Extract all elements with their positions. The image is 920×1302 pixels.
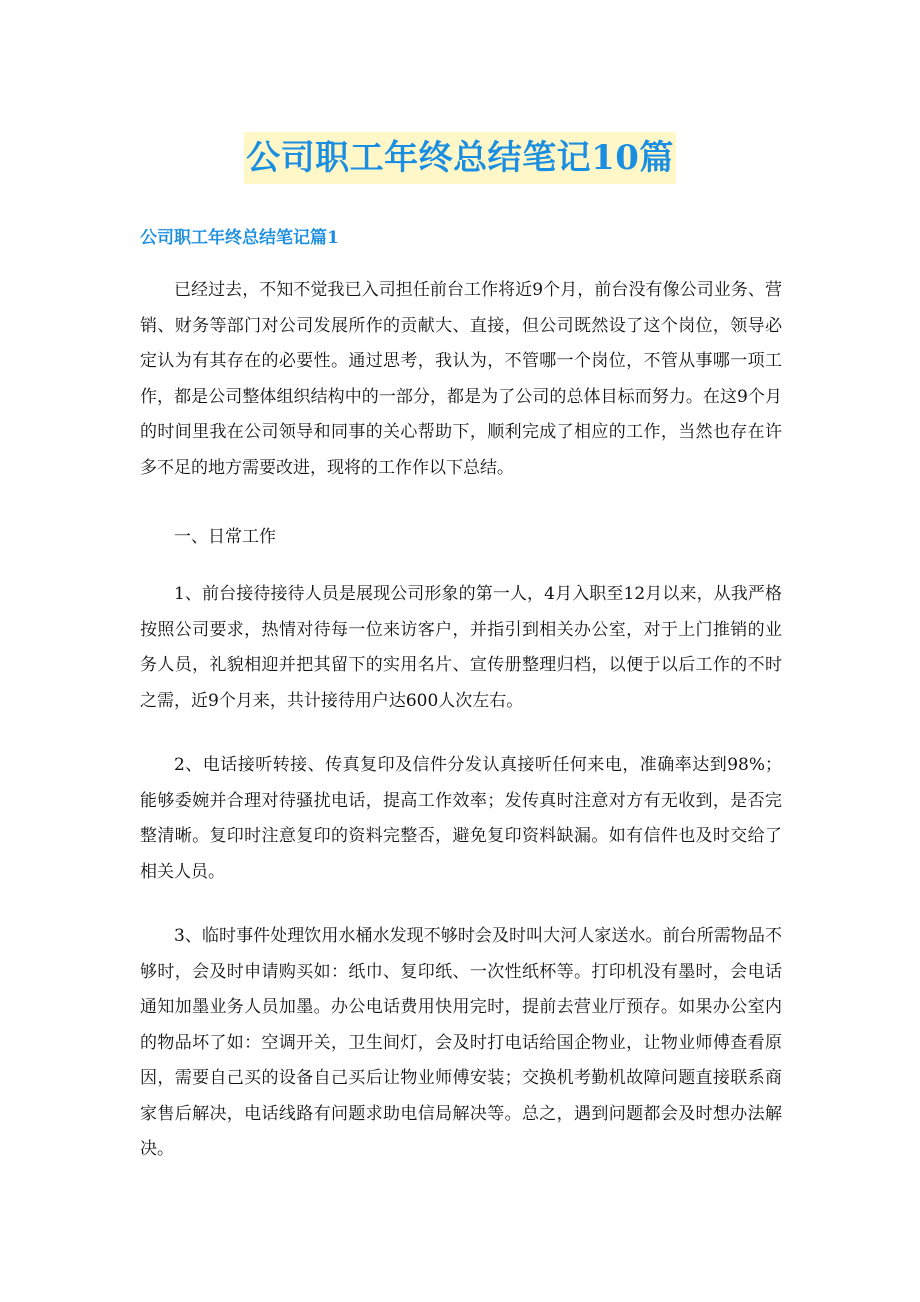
section-heading: 公司职工年终总结笔记篇1 (140, 228, 339, 248)
paragraph-item-1 (140, 577, 782, 719)
paragraph-text: 2、电话接听转接、传真复印及信件分发认真接听任何来电，准确率达到98%；能够委婉并合理对待骚扰电话，提高工作效率；发传真时注意对方有无收到，是否完整清晰。复印时注意复印的资料完整否，避免复印资料缺漏。如有信件也及时交给了相关人员。 (140, 755, 782, 882)
title-container (0, 132, 920, 184)
paragraph-item-2 (140, 748, 782, 890)
paragraph-section-title (140, 520, 782, 556)
paragraph-text: 3、临时事件处理饮用水桶水发现不够时会及时叫大河人家送水。前台所需物品不够时，会及时申请购买如：纸巾、复印纸、一次性纸杯等。打印机没有墨时，会电话通知加墨业务人员加墨。办公电话费用快用完时，提前去营业厅预存。如果办公室内的物品坏了如：空调开关，卫生间灯，会及时打电话给国企物业，让物业师傅查看原因，需要自己买的设备自己买后让物业师傅安装；交换机考勤机故障问题直接联系商家售后解决，电话线路有问题求助电信局解决等。总之，遇到问题都会及时想办法解决。 (140, 926, 782, 1159)
document-title: 公司职工年终总结笔记10篇 (244, 132, 676, 184)
section-subheading: 一、日常工作 (174, 527, 276, 547)
paragraph-text: 1、前台接待接待人员是展现公司形象的第一人，4月入职至12月以来，从我严格按照公司要求，热情对待每一位来访客户，并指引到相关办公室，对于上门推销的业务人员，礼貌相迎并把其留下的实用名片、宣传册整理归档，以便于以后工作的不时之需，近9个月来，共计接待用户达600人次左右。 (140, 584, 782, 711)
paragraph-item-3 (140, 919, 782, 1168)
paragraph-text: 已经过去，不知不觉我已入司担任前台工作将近9个月，前台没有像公司业务、营销、财务等部门对公司发展所作的贡献大、直接，但公司既然设了这个岗位，领导必定认为有其存在的必要性。通过思考，我认为，不管哪一个岗位，不管从事哪一项工作，都是公司整体组织结构中的一部分，都是为了公司的总体目标而努力。在这9个月的时间里我在公司领导和同事的关心帮助下，顺利完成了相应的工作，当然也存在许多不足的地方需要改进，现将的工作作以下总结。 (140, 280, 782, 478)
paragraph-intro (140, 273, 782, 486)
